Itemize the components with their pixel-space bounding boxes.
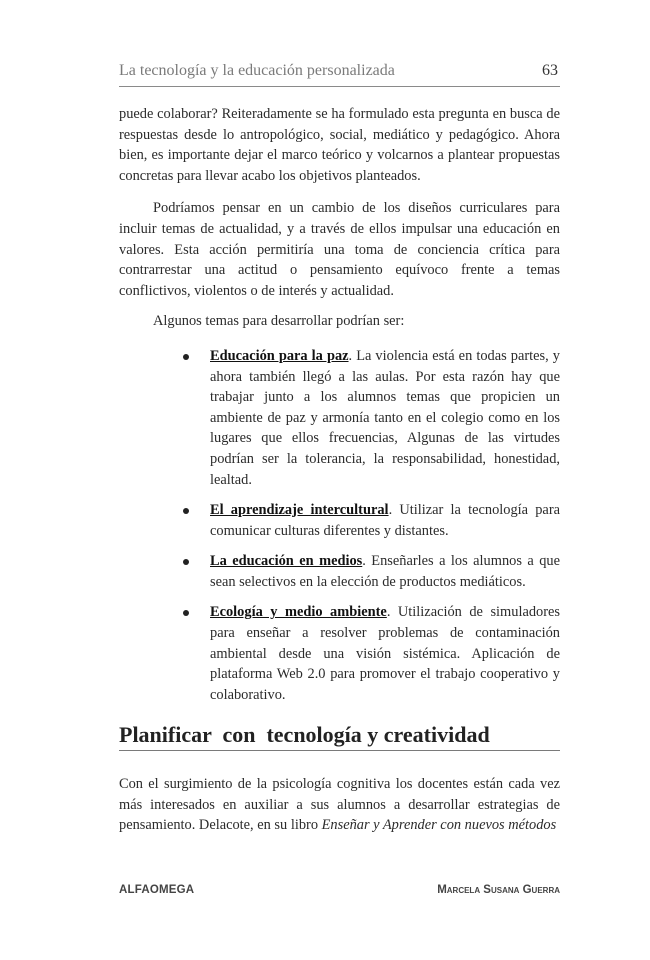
topic-term: El aprendizaje intercultural xyxy=(210,502,389,519)
section-heading: Planificar con tecnología y creatividad xyxy=(119,722,560,751)
bullet-icon xyxy=(183,354,189,360)
topics-list xyxy=(119,346,560,706)
bullet-icon xyxy=(183,610,189,616)
topic-term: La educación en medios xyxy=(210,553,363,570)
section-text xyxy=(119,774,560,836)
footer-author: Marcela Susana Guerra xyxy=(437,884,560,896)
bullet-icon xyxy=(183,559,189,565)
topic-term: Ecología y medio ambiente xyxy=(210,604,387,621)
footer-publisher: ALFAOMEGA xyxy=(119,884,195,896)
section-paragraph xyxy=(119,774,560,836)
topic-description: . La violencia está en todas partes, y ahora también llegó a las aulas. Por esta razón hay que trabajar junto a los alumnos temas que propicien un ambiente de paz y armonía tanto en el colegio como en los lugares que ellos frecuencias, Algunas de las virtudes podrían ser la tolerancia, la responsabilidad, honestidad, lealtad. xyxy=(210,347,560,488)
paragraph-2: Podríamos pensar en un cambio de los diseños curriculares para incluir temas de actualidad, y a través de ellos impulsar una educación en valores. Esta acción permitiría una toma de conciencia crítica para contrarrestar una actitud o pensamiento equívoco frente a temas conflictivos, violentos o de interés y actualidad. xyxy=(119,200,560,299)
running-header xyxy=(119,60,560,87)
list-item xyxy=(119,500,560,541)
page-number: 63 xyxy=(542,62,558,79)
list-item xyxy=(119,602,560,705)
topic-description: . Utilizar la tecnología para comunicar culturas diferentes y distantes. xyxy=(210,502,560,539)
main-text xyxy=(119,104,560,715)
paragraph-3: Algunos temas para desarrollar podrían ser: xyxy=(153,313,405,330)
topic-description: . Enseñarles a los alumnos a que sean selectivos en la elección de productos mediáticos. xyxy=(210,553,560,590)
topic-description: . Utilización de simuladores para enseñar a resolver problemas de contaminación ambiental desde una visión sistémica. Aplicación de plataforma Web 2.0 para promover el trabajo cooperativo y colaborativo. xyxy=(210,604,560,703)
section-paragraph-text: Con el surgimiento de la psicología cognitiva los docentes están cada vez más interesados en auxiliar a sus alumnos a desarrollar estrategias de pensamiento. Delacote, en su libro xyxy=(119,776,560,834)
running-title: La tecnología y la educación personalizada xyxy=(119,62,395,79)
paragraph-1: puede colaborar? Reiteradamente se ha formulado esta pregunta en busca de respuestas desde lo antropológico, social, mediático y pedagógico. Ahora bien, es importante dejar el marco teórico y volcarnos a plantear propuestas concretas para llevar acabo los objetivos planteados. xyxy=(119,106,560,184)
bullet-icon xyxy=(183,508,189,514)
topic-term: Educación para la paz xyxy=(210,347,349,364)
book-title: Enseñar y Aprender con nuevos métodos xyxy=(321,817,557,834)
list-item xyxy=(119,551,560,592)
list-item xyxy=(119,346,560,490)
